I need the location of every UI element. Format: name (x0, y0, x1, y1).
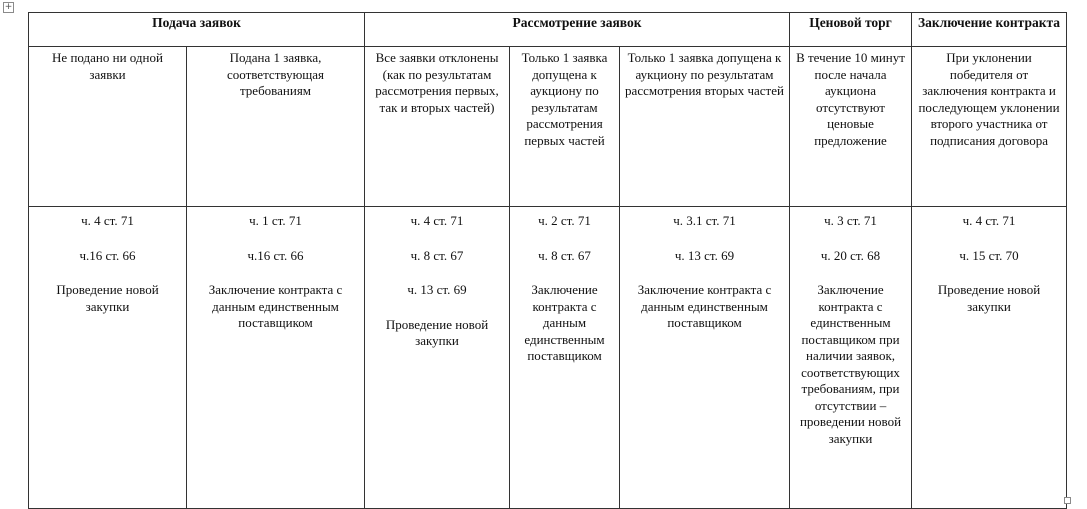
condition-cell: Все заявки отклонены (как по результатам рассмотрения первых, так и вторых частей) (365, 47, 510, 207)
article-ref: ч. 8 ст. 67 (410, 247, 464, 263)
article-cell (510, 207, 620, 509)
article-cell (365, 207, 510, 509)
article-action: Заключение контракта с данным единственным поставщиком (208, 282, 343, 330)
article-cell (912, 207, 1067, 509)
article-ref: ч.16 ст. 66 (79, 247, 136, 263)
article-ref: ч.16 ст. 66 (247, 247, 304, 263)
article-action: Заключение контракта с данным единственным поставщиком (524, 282, 605, 363)
article-cell (29, 207, 187, 509)
article-ref: ч. 4 ст. 71 (410, 213, 464, 228)
table-resize-handle-icon[interactable] (1064, 497, 1071, 504)
procurement-table (28, 12, 1067, 509)
table-move-handle-icon[interactable]: + (4, 2, 13, 12)
article-ref: ч. 20 ст. 68 (820, 247, 881, 263)
header-contract: Заключение контракта (912, 13, 1067, 47)
condition-cell: При уклонении победителя от заключения контракта и последующем уклонении второго участника от подписания договора (912, 47, 1067, 207)
article-ref: ч. 4 ст. 71 (962, 213, 1016, 228)
article-ref: ч. 13 ст. 69 (674, 247, 735, 263)
article-ref: ч. 2 ст. 71 (538, 213, 591, 228)
condition-cell: Не подано ни одной заявки (29, 47, 187, 207)
condition-cell: В течение 10 минут после начала аукциона отсутствуют ценовые предложение (790, 47, 912, 207)
article-cell (187, 207, 365, 509)
article-cell (620, 207, 790, 509)
article-action: Проведение новой закупки (56, 282, 159, 314)
conditions-row (29, 47, 1067, 207)
header-review: Рассмотрение заявок (365, 13, 790, 47)
condition-cell: Только 1 заявка допущена к аукциону по результатам рассмотрения вторых частей (620, 47, 790, 207)
article-ref: ч. 1 ст. 71 (249, 213, 302, 228)
header-submission: Подача заявок (29, 13, 365, 47)
article-ref: ч. 3 ст. 71 (824, 213, 877, 228)
article-ref: ч. 3.1 ст. 71 (673, 213, 736, 228)
article-ref: ч. 13 ст. 69 (407, 282, 467, 297)
article-ref: ч. 8 ст. 67 (538, 247, 591, 263)
article-action: Проведение новой закупки (385, 316, 489, 348)
condition-cell: Только 1 заявка допущена к аукциону по результатам рассмотрения первых частей (510, 47, 620, 207)
articles-row (29, 207, 1067, 509)
header-bidding: Ценовой торг (790, 13, 912, 47)
article-action: Проведение новой закупки (937, 282, 1041, 314)
article-ref: ч. 15 ст. 70 (959, 247, 1019, 263)
header-row (29, 13, 1067, 47)
article-cell (790, 207, 912, 509)
article-ref: ч. 4 ст. 71 (81, 213, 134, 228)
article-action: Заключение контракта с единственным поставщиком при наличии заявок, соответствующих требованиям, при отсутствии – проведении новой закупки (799, 282, 902, 446)
article-action: Заключение контракта с данным единственным поставщиком (637, 282, 772, 330)
condition-cell: Подана 1 заявка, соответствующая требованиям (187, 47, 365, 207)
